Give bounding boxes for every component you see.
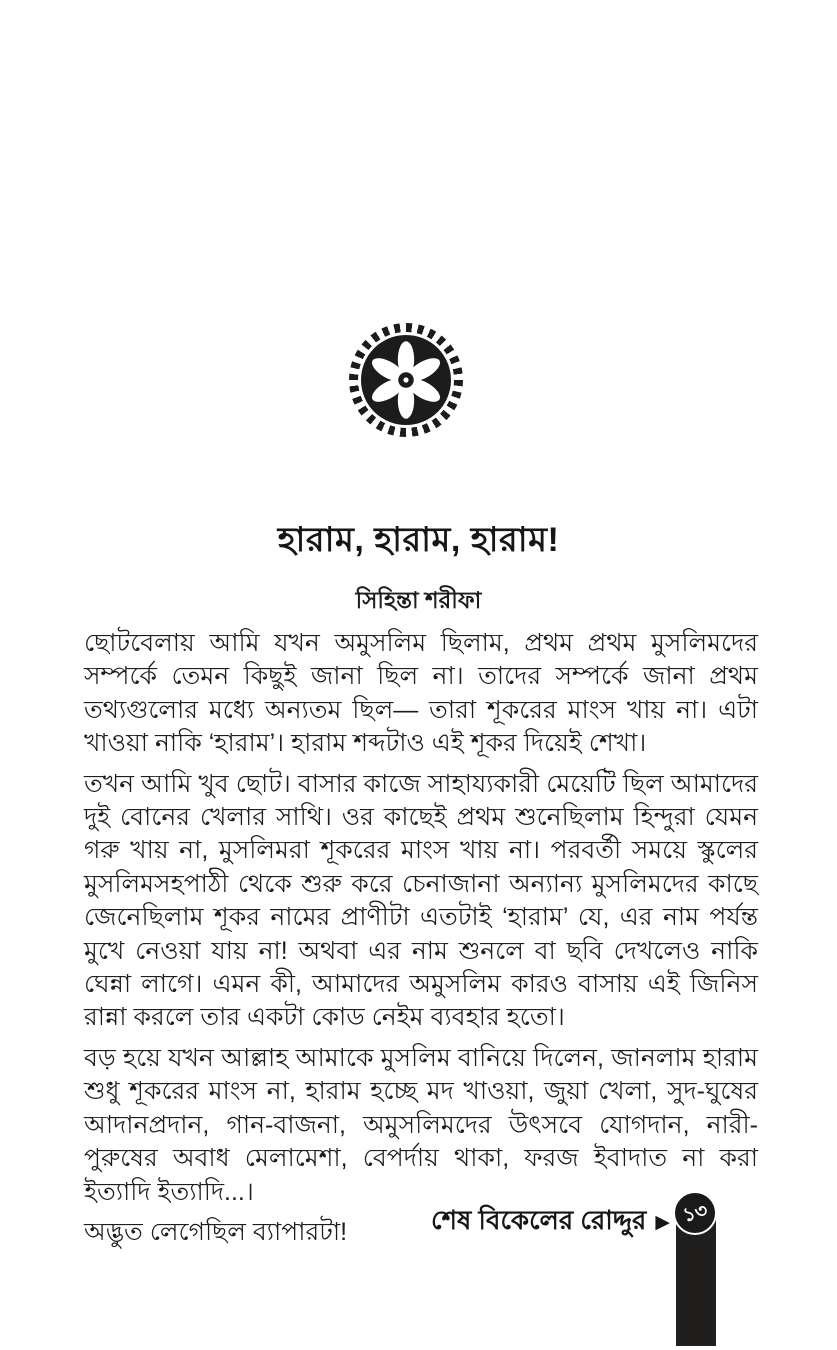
chapter-body [84, 627, 758, 1256]
flower-icon [363, 337, 449, 423]
page-number: ১৩ [680, 1199, 710, 1227]
right-arrow-icon: ▶ [655, 1211, 670, 1233]
page-number-badge [673, 1191, 717, 1235]
paragraph-3: বড় হয়ে যখন আল্লাহ আমাকে মুসলিম বানিয়ে দিলেন, জানলাম হারাম শুধু শূকরের মাংস না, হারাম হচ্ছে মদ খাওয়া, জুয়া খেলা, সুদ-ঘুষের আদানপ্রদান, গান-বাজনা, অমুসলিমদের উৎসবে যোগদান, নারী-পুরুষের অবাধ মেলামেশা, বেপর্দায় থাকা, ফরজ ইবাদাত না করা ইত্যাদি ইত্যাদি...। [84, 1043, 758, 1206]
chapter-author: সিহিন্তা শরীফা [355, 587, 482, 613]
book-title: শেষ বিকেলের রোদ্দুর [431, 1205, 647, 1235]
mandala-ornament-icon [349, 323, 463, 437]
chapter-title: হারাম, হারাম, হারাম! [277, 521, 560, 559]
paragraph-2: তখন আমি খুব ছোট। বাসার কাজে সাহায্যকারী মেয়েটি ছিল আমাদের দুই বোনের খেলার সাথি। ওর কাছেই প্রথম শুনেছিলাম হিন্দুরা যেমন গরু খায় না, মুসলিমরা শূকরের মাংস খায় না। পরবর্তী সময়ে স্কুলের মুসলিমসহপাঠী থেকে শুরু করে চেনাজানা অন্যান্য মুসলিমদের কাছে জেনেছিলাম শূকর নামের প্রাণীটা এতটাই ‘হারাম’ যে, এর নাম পর্যন্ত মুখে নেওয়া যায় না! অথবা এর নাম শুনলে বা ছবি দেখলেও নাকি ঘেন্না লাগে। এমন কী, আমাদের অমুসলিম কারও বাসায় এই জিনিস রান্না করলে তার একটা কোড নেইম ব্যবহার হতো। [84, 769, 758, 1032]
paragraph-4: অদ্ভুত লেগেছিল ব্যাপারটা! [84, 1217, 348, 1246]
page-footer [431, 1200, 670, 1244]
paragraph-1: ছোটবেলায় আমি যখন অমুসলিম ছিলাম, প্রথম প্রথম মুসলিমদের সম্পর্কে তেমন কিছুই জানা ছিল না। তাদের সম্পর্কে জানা প্রথম তথ্যগুলোর মধ্যে অন্যতম ছিল— তারা শূকরের মাংস খায় না। এটা খাওয়া নাকি ‘হারাম’। হারাম শব্দটাও এই শূকর দিয়েই শেখা। [84, 629, 758, 758]
